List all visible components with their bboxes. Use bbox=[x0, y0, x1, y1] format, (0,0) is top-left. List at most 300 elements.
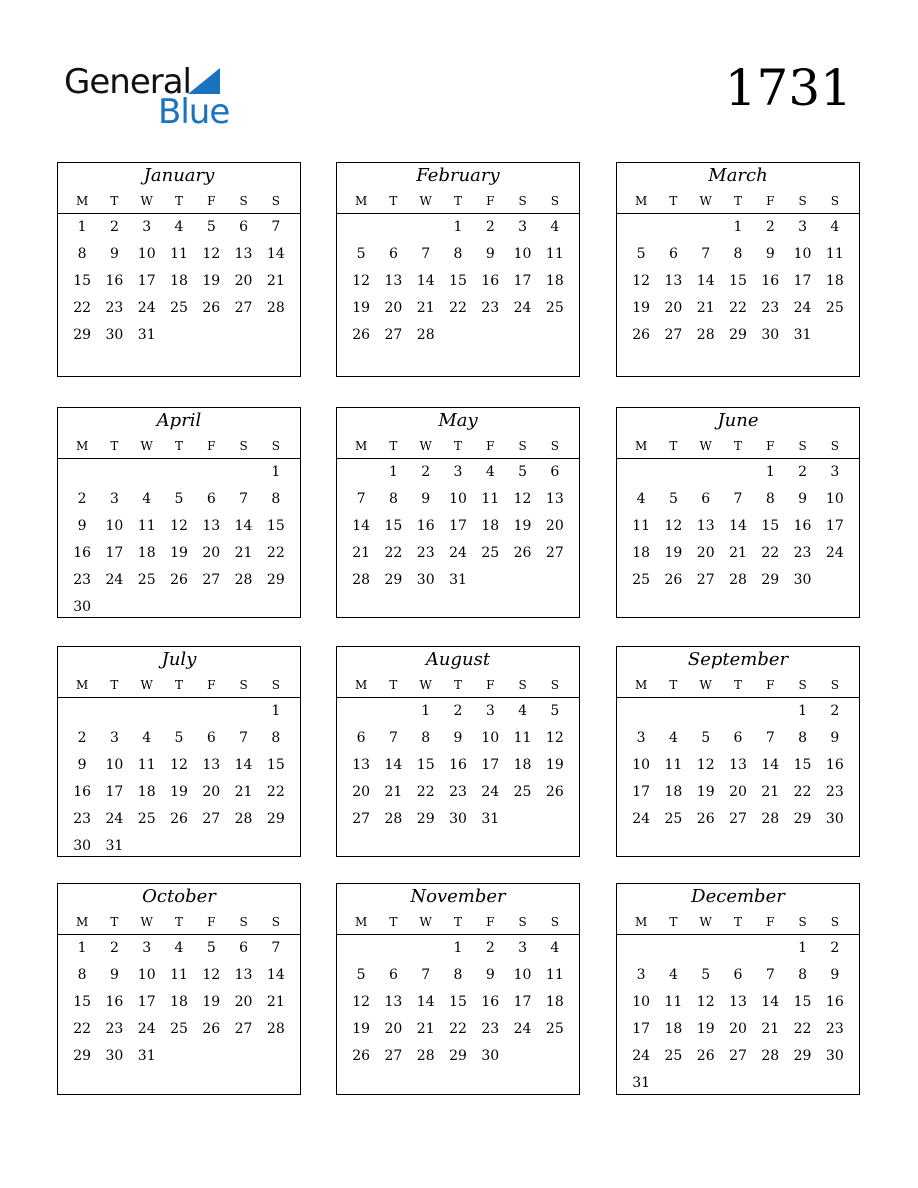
logo-triangle-icon bbox=[188, 68, 220, 94]
weekday-header: W bbox=[699, 439, 712, 453]
day-cell: 27 bbox=[545, 545, 564, 561]
day-grid bbox=[337, 698, 579, 833]
day-cell: 30 bbox=[481, 1048, 500, 1064]
weekday-header: S bbox=[798, 194, 807, 208]
weekday-header: W bbox=[699, 915, 712, 929]
day-cell: 8 bbox=[798, 730, 808, 746]
weekday-header: T bbox=[174, 915, 183, 929]
day-cell: 28 bbox=[761, 811, 780, 827]
day-cell: 18 bbox=[170, 994, 188, 1010]
weekday-header: F bbox=[486, 439, 495, 453]
weekday-header: S bbox=[239, 439, 248, 453]
day-cell: 14 bbox=[761, 757, 780, 773]
day-cell: 29 bbox=[793, 1048, 812, 1064]
day-cell: 28 bbox=[384, 811, 403, 827]
day-cell: 15 bbox=[729, 273, 747, 289]
weekday-header: S bbox=[550, 678, 559, 692]
weekday-header: T bbox=[174, 439, 183, 453]
weekday-header: F bbox=[207, 194, 216, 208]
day-cell: 3 bbox=[453, 464, 463, 480]
day-cell: 17 bbox=[105, 545, 124, 561]
day-cell: 26 bbox=[696, 811, 715, 827]
weekday-header: T bbox=[110, 439, 119, 453]
day-cell: 23 bbox=[761, 300, 780, 316]
day-cell: 9 bbox=[765, 246, 775, 262]
day-cell: 28 bbox=[416, 1048, 435, 1064]
day-cell: 7 bbox=[765, 967, 775, 983]
day-cell: 27 bbox=[384, 1048, 403, 1064]
day-cell: 1 bbox=[798, 940, 808, 956]
day-cell: 14 bbox=[761, 994, 780, 1010]
day-cell: 3 bbox=[636, 730, 646, 746]
day-cell: 30 bbox=[73, 838, 92, 854]
day-cell: 14 bbox=[696, 273, 715, 289]
day-cell: 14 bbox=[416, 273, 435, 289]
day-cell: 9 bbox=[109, 967, 119, 983]
weekday-header: S bbox=[271, 194, 280, 208]
day-cell: 25 bbox=[513, 784, 532, 800]
day-cell: 5 bbox=[174, 730, 184, 746]
logo-text-general: General bbox=[64, 62, 191, 102]
weekday-header: T bbox=[453, 678, 462, 692]
day-cell: 21 bbox=[416, 300, 435, 316]
empty-day-cell bbox=[754, 698, 786, 725]
day-cell: 10 bbox=[793, 246, 812, 262]
day-cell: 17 bbox=[105, 784, 124, 800]
day-grid bbox=[617, 459, 859, 594]
day-cell: 29 bbox=[266, 811, 285, 827]
day-cell: 12 bbox=[352, 273, 371, 289]
day-cell: 20 bbox=[664, 300, 683, 316]
day-cell: 30 bbox=[449, 811, 467, 827]
day-cell: 8 bbox=[388, 491, 398, 507]
day-cell: 24 bbox=[513, 300, 532, 316]
weekday-header-row bbox=[58, 673, 300, 698]
weekday-header: T bbox=[389, 194, 398, 208]
day-cell: 2 bbox=[485, 219, 495, 235]
weekday-header-row bbox=[58, 910, 300, 935]
empty-day-cell bbox=[66, 698, 98, 725]
weekday-header: S bbox=[830, 915, 839, 929]
day-cell: 30 bbox=[825, 1048, 844, 1064]
day-cell: 6 bbox=[550, 464, 560, 480]
day-cell: 15 bbox=[449, 273, 467, 289]
day-cell: 23 bbox=[105, 1021, 124, 1037]
day-cell: 10 bbox=[137, 967, 156, 983]
day-cell: 5 bbox=[701, 967, 711, 983]
day-cell: 28 bbox=[234, 811, 253, 827]
day-cell: 7 bbox=[239, 730, 249, 746]
day-cell: 4 bbox=[668, 967, 678, 983]
day-cell: 8 bbox=[733, 246, 743, 262]
day-cell: 3 bbox=[830, 464, 840, 480]
empty-day-cell bbox=[98, 698, 130, 725]
day-cell: 1 bbox=[77, 940, 87, 956]
day-cell: 23 bbox=[105, 300, 124, 316]
day-cell: 11 bbox=[664, 757, 683, 773]
day-cell: 12 bbox=[202, 967, 221, 983]
weekday-header: W bbox=[699, 194, 712, 208]
empty-day-cell bbox=[657, 214, 689, 241]
day-cell: 10 bbox=[449, 491, 467, 507]
weekday-header: W bbox=[419, 194, 432, 208]
day-cell: 7 bbox=[421, 246, 431, 262]
day-cell: 20 bbox=[729, 784, 747, 800]
day-cell: 29 bbox=[761, 572, 780, 588]
empty-day-cell bbox=[345, 459, 377, 486]
day-cell: 30 bbox=[73, 599, 92, 615]
day-cell: 19 bbox=[664, 545, 683, 561]
day-cell: 5 bbox=[356, 246, 366, 262]
weekday-header: S bbox=[798, 915, 807, 929]
day-cell: 11 bbox=[545, 967, 564, 983]
weekday-header: M bbox=[634, 915, 648, 929]
day-cell: 27 bbox=[664, 327, 683, 343]
day-cell: 22 bbox=[73, 300, 92, 316]
weekday-header: S bbox=[830, 678, 839, 692]
weekday-header: T bbox=[389, 439, 398, 453]
weekday-header: T bbox=[733, 915, 742, 929]
day-cell: 31 bbox=[137, 1048, 156, 1064]
day-cell: 24 bbox=[481, 784, 500, 800]
day-cell: 20 bbox=[545, 518, 564, 534]
day-cell: 20 bbox=[384, 300, 403, 316]
day-cell: 17 bbox=[632, 1021, 651, 1037]
weekday-header: W bbox=[140, 439, 153, 453]
day-cell: 23 bbox=[449, 784, 467, 800]
weekday-header: T bbox=[733, 678, 742, 692]
day-cell: 28 bbox=[696, 327, 715, 343]
day-cell: 27 bbox=[352, 811, 371, 827]
day-cell: 8 bbox=[765, 491, 775, 507]
day-cell: 3 bbox=[109, 730, 119, 746]
month-name: May bbox=[438, 410, 478, 431]
empty-day-cell bbox=[690, 459, 722, 486]
day-cell: 24 bbox=[793, 300, 812, 316]
day-cell: 12 bbox=[513, 491, 532, 507]
day-cell: 16 bbox=[825, 994, 844, 1010]
day-cell: 29 bbox=[384, 572, 403, 588]
day-cell: 24 bbox=[137, 1021, 156, 1037]
day-cell: 21 bbox=[266, 273, 285, 289]
day-cell: 16 bbox=[73, 545, 92, 561]
day-grid bbox=[617, 214, 859, 349]
day-cell: 4 bbox=[668, 730, 678, 746]
day-cell: 25 bbox=[137, 572, 156, 588]
weekday-header: F bbox=[766, 678, 775, 692]
weekday-header: W bbox=[140, 915, 153, 929]
month-august bbox=[336, 646, 580, 857]
weekday-header: W bbox=[419, 439, 432, 453]
day-cell: 8 bbox=[77, 246, 87, 262]
weekday-header: S bbox=[550, 194, 559, 208]
day-cell: 28 bbox=[729, 572, 747, 588]
day-cell: 29 bbox=[73, 327, 92, 343]
empty-day-cell bbox=[227, 459, 259, 486]
empty-day-cell bbox=[625, 459, 657, 486]
day-cell: 15 bbox=[266, 518, 285, 534]
weekday-header: F bbox=[486, 915, 495, 929]
day-cell: 11 bbox=[825, 246, 844, 262]
day-cell: 30 bbox=[105, 1048, 124, 1064]
day-cell: 15 bbox=[793, 757, 812, 773]
day-grid bbox=[337, 214, 579, 349]
day-cell: 27 bbox=[384, 327, 403, 343]
day-cell: 8 bbox=[77, 967, 87, 983]
day-cell: 3 bbox=[518, 940, 528, 956]
day-cell: 21 bbox=[266, 994, 285, 1010]
day-cell: 22 bbox=[793, 784, 812, 800]
day-cell: 25 bbox=[170, 1021, 188, 1037]
day-cell: 12 bbox=[632, 273, 651, 289]
day-cell: 10 bbox=[825, 491, 844, 507]
day-cell: 5 bbox=[206, 940, 216, 956]
weekday-header: T bbox=[669, 678, 678, 692]
day-cell: 5 bbox=[356, 967, 366, 983]
day-cell: 1 bbox=[453, 219, 463, 235]
empty-day-cell bbox=[377, 935, 409, 962]
day-cell: 10 bbox=[513, 967, 532, 983]
day-cell: 25 bbox=[545, 1021, 564, 1037]
empty-day-cell bbox=[66, 459, 98, 486]
weekday-header: W bbox=[140, 678, 153, 692]
month-name: October bbox=[142, 886, 216, 907]
day-cell: 4 bbox=[142, 491, 152, 507]
day-cell: 24 bbox=[632, 1048, 651, 1064]
day-cell: 30 bbox=[793, 572, 812, 588]
day-cell: 9 bbox=[77, 757, 87, 773]
day-cell: 30 bbox=[761, 327, 780, 343]
empty-day-cell bbox=[690, 935, 722, 962]
weekday-header: M bbox=[354, 194, 368, 208]
day-cell: 22 bbox=[266, 545, 285, 561]
day-cell: 25 bbox=[170, 300, 188, 316]
day-cell: 22 bbox=[793, 1021, 812, 1037]
weekday-header: T bbox=[453, 439, 462, 453]
weekday-header: S bbox=[518, 915, 527, 929]
day-cell: 24 bbox=[449, 545, 467, 561]
day-cell: 1 bbox=[765, 464, 775, 480]
day-cell: 9 bbox=[798, 491, 808, 507]
day-cell: 9 bbox=[109, 246, 119, 262]
day-cell: 19 bbox=[545, 757, 564, 773]
month-june bbox=[616, 407, 860, 618]
empty-day-cell bbox=[657, 459, 689, 486]
day-cell: 4 bbox=[485, 464, 495, 480]
day-cell: 13 bbox=[234, 246, 253, 262]
weekday-header: F bbox=[766, 915, 775, 929]
day-cell: 28 bbox=[266, 1021, 285, 1037]
day-cell: 25 bbox=[664, 811, 683, 827]
day-cell: 6 bbox=[733, 967, 743, 983]
weekday-header: F bbox=[207, 439, 216, 453]
day-cell: 27 bbox=[202, 811, 221, 827]
day-cell: 18 bbox=[137, 784, 156, 800]
day-cell: 9 bbox=[421, 491, 431, 507]
day-cell: 9 bbox=[830, 967, 840, 983]
day-cell: 7 bbox=[356, 491, 366, 507]
day-cell: 15 bbox=[384, 518, 403, 534]
day-cell: 17 bbox=[137, 994, 156, 1010]
day-cell: 14 bbox=[266, 967, 285, 983]
day-cell: 28 bbox=[761, 1048, 780, 1064]
weekday-header-row bbox=[617, 434, 859, 459]
day-grid bbox=[617, 698, 859, 833]
day-cell: 21 bbox=[729, 545, 747, 561]
weekday-header: M bbox=[634, 439, 648, 453]
weekday-header: S bbox=[239, 678, 248, 692]
day-cell: 26 bbox=[170, 572, 188, 588]
day-cell: 3 bbox=[518, 219, 528, 235]
day-cell: 12 bbox=[352, 994, 371, 1010]
empty-day-cell bbox=[625, 698, 657, 725]
day-cell: 2 bbox=[830, 940, 840, 956]
empty-day-cell bbox=[410, 935, 442, 962]
weekday-header-row bbox=[337, 673, 579, 698]
empty-day-cell bbox=[657, 935, 689, 962]
empty-day-cell bbox=[195, 698, 227, 725]
day-cell: 23 bbox=[73, 811, 92, 827]
weekday-header: M bbox=[634, 194, 648, 208]
day-cell: 23 bbox=[793, 545, 812, 561]
day-cell: 21 bbox=[696, 300, 715, 316]
weekday-header: W bbox=[699, 678, 712, 692]
day-cell: 13 bbox=[729, 757, 747, 773]
day-cell: 19 bbox=[696, 1021, 715, 1037]
month-september bbox=[616, 646, 860, 857]
empty-day-cell bbox=[163, 698, 195, 725]
day-cell: 8 bbox=[798, 967, 808, 983]
weekday-header-row bbox=[58, 434, 300, 459]
weekday-header: T bbox=[453, 194, 462, 208]
day-cell: 21 bbox=[416, 1021, 435, 1037]
day-cell: 9 bbox=[77, 518, 87, 534]
day-cell: 31 bbox=[105, 838, 124, 854]
day-cell: 13 bbox=[352, 757, 371, 773]
day-cell: 19 bbox=[696, 784, 715, 800]
weekday-header: T bbox=[110, 678, 119, 692]
day-cell: 20 bbox=[202, 784, 221, 800]
day-cell: 27 bbox=[202, 572, 221, 588]
day-cell: 24 bbox=[105, 572, 124, 588]
weekday-header: T bbox=[110, 194, 119, 208]
day-cell: 19 bbox=[170, 784, 188, 800]
day-cell: 4 bbox=[550, 219, 560, 235]
empty-day-cell bbox=[195, 459, 227, 486]
day-cell: 21 bbox=[352, 545, 371, 561]
day-cell: 12 bbox=[545, 730, 564, 746]
day-cell: 1 bbox=[453, 940, 463, 956]
weekday-header: T bbox=[669, 194, 678, 208]
day-cell: 30 bbox=[825, 811, 844, 827]
month-october bbox=[57, 883, 301, 1095]
day-cell: 8 bbox=[421, 730, 431, 746]
day-cell: 14 bbox=[384, 757, 403, 773]
day-cell: 6 bbox=[388, 967, 398, 983]
day-cell: 6 bbox=[206, 491, 216, 507]
day-cell: 29 bbox=[793, 811, 812, 827]
day-cell: 21 bbox=[234, 784, 253, 800]
day-cell: 7 bbox=[388, 730, 398, 746]
weekday-header: F bbox=[766, 194, 775, 208]
day-cell: 3 bbox=[142, 940, 152, 956]
day-cell: 26 bbox=[664, 572, 683, 588]
day-cell: 23 bbox=[416, 545, 435, 561]
weekday-header: F bbox=[766, 439, 775, 453]
empty-day-cell bbox=[345, 214, 377, 241]
month-may bbox=[336, 407, 580, 618]
day-cell: 13 bbox=[384, 273, 403, 289]
day-cell: 5 bbox=[701, 730, 711, 746]
month-name: March bbox=[708, 165, 768, 186]
weekday-header: M bbox=[75, 915, 89, 929]
weekday-header: M bbox=[634, 678, 648, 692]
weekday-header: S bbox=[518, 678, 527, 692]
day-cell: 16 bbox=[416, 518, 435, 534]
day-cell: 12 bbox=[696, 757, 715, 773]
day-cell: 5 bbox=[550, 703, 560, 719]
day-cell: 31 bbox=[793, 327, 812, 343]
day-cell: 15 bbox=[73, 994, 92, 1010]
day-cell: 21 bbox=[384, 784, 403, 800]
day-cell: 23 bbox=[481, 1021, 500, 1037]
day-cell: 12 bbox=[202, 246, 221, 262]
weekday-header: S bbox=[798, 439, 807, 453]
day-cell: 12 bbox=[170, 518, 188, 534]
day-cell: 20 bbox=[202, 545, 221, 561]
month-name: April bbox=[156, 410, 202, 431]
day-cell: 4 bbox=[830, 219, 840, 235]
day-cell: 31 bbox=[137, 327, 156, 343]
day-cell: 2 bbox=[77, 491, 87, 507]
weekday-header: M bbox=[75, 678, 89, 692]
empty-day-cell bbox=[722, 935, 754, 962]
day-cell: 30 bbox=[105, 327, 124, 343]
day-cell: 26 bbox=[632, 327, 651, 343]
day-cell: 20 bbox=[384, 1021, 403, 1037]
day-cell: 22 bbox=[384, 545, 403, 561]
day-cell: 22 bbox=[761, 545, 780, 561]
day-cell: 21 bbox=[234, 545, 253, 561]
day-cell: 4 bbox=[518, 703, 528, 719]
empty-day-cell bbox=[690, 214, 722, 241]
day-cell: 13 bbox=[545, 491, 564, 507]
day-grid bbox=[58, 214, 300, 349]
weekday-header: S bbox=[518, 194, 527, 208]
weekday-header: M bbox=[75, 439, 89, 453]
day-cell: 9 bbox=[453, 730, 463, 746]
day-cell: 10 bbox=[481, 730, 500, 746]
day-cell: 17 bbox=[481, 757, 500, 773]
day-cell: 3 bbox=[636, 967, 646, 983]
day-cell: 27 bbox=[234, 1021, 253, 1037]
empty-day-cell bbox=[754, 935, 786, 962]
day-cell: 15 bbox=[73, 273, 92, 289]
day-cell: 6 bbox=[733, 730, 743, 746]
day-cell: 22 bbox=[73, 1021, 92, 1037]
day-cell: 14 bbox=[234, 518, 253, 534]
day-cell: 15 bbox=[793, 994, 812, 1010]
day-cell: 25 bbox=[664, 1048, 683, 1064]
month-name: November bbox=[410, 886, 506, 907]
day-cell: 31 bbox=[449, 572, 467, 588]
day-cell: 19 bbox=[352, 1021, 371, 1037]
day-cell: 19 bbox=[352, 300, 371, 316]
day-cell: 7 bbox=[271, 940, 281, 956]
empty-day-cell bbox=[131, 459, 163, 486]
empty-day-cell bbox=[377, 698, 409, 725]
empty-day-cell bbox=[625, 935, 657, 962]
